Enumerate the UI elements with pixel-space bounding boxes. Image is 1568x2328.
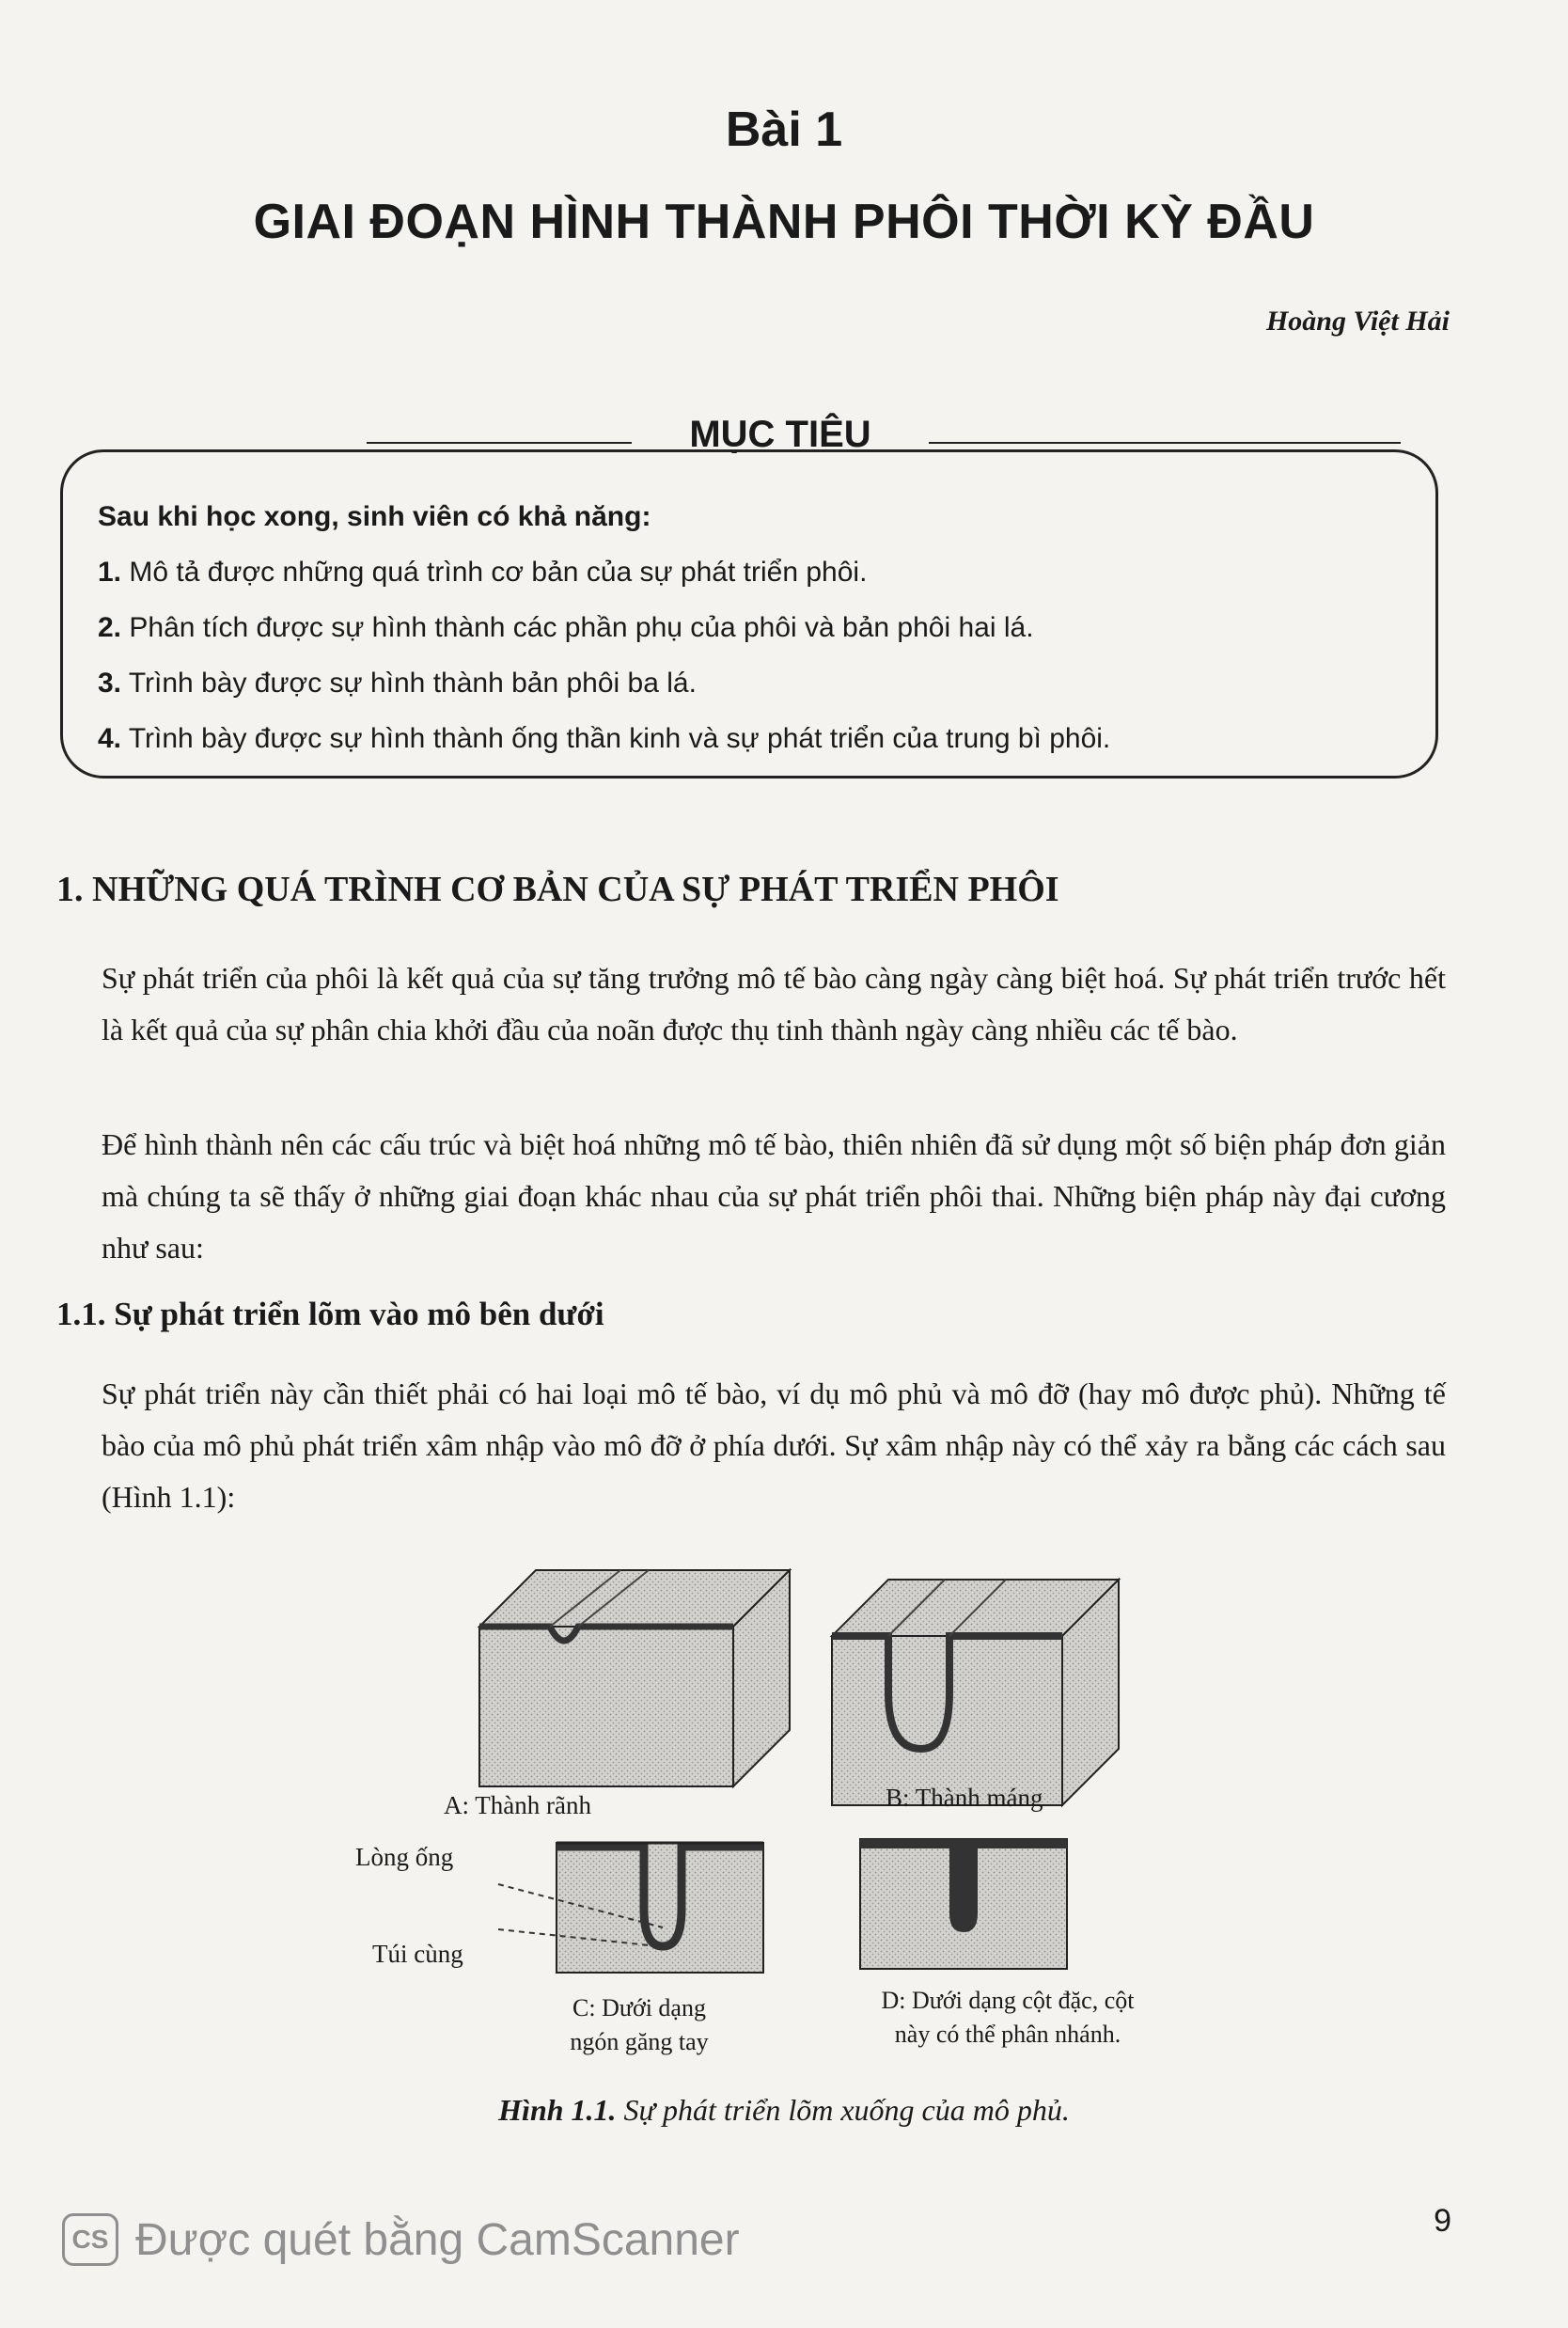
figure-caption-text: Sự phát triển lõm xuống của mô phủ. — [616, 2093, 1070, 2127]
page-number: 9 — [1434, 2203, 1451, 2239]
figure-label-c-line: C: Dưới dạng — [572, 1994, 706, 2021]
objective-item — [98, 668, 697, 700]
objective-text: Trình bày được sự hình thành bản phôi ba lá. — [128, 668, 697, 699]
watermark-text: Được quét bằng CamScanner — [135, 2214, 740, 2265]
block-a-groove — [479, 1570, 790, 1786]
objective-number: 2. — [98, 612, 122, 643]
block-d-solid-column — [860, 1839, 1067, 1969]
objective-text: Mô tả được những quá trình cơ bản của sự phát triển phôi. — [129, 557, 868, 588]
figure-label-lumen: Lòng ống — [355, 1843, 454, 1871]
objective-number: 4. — [98, 723, 122, 754]
figure-label-d — [829, 1984, 1186, 2052]
figure-label-blind-pouch: Túi cùng — [372, 1940, 463, 1968]
objective-text: Trình bày được sự hình thành ống thần kinh và sự phát triển của trung bì phôi. — [128, 723, 1111, 754]
figure-label-c-line: ngón găng tay — [570, 2028, 709, 2055]
lesson-number: Bài 1 — [725, 102, 843, 157]
objective-number: 3. — [98, 668, 122, 699]
objective-item — [98, 557, 867, 589]
objective-text: Phân tích được sự hình thành các phần phụ của phôi và bản phôi hai lá. — [129, 612, 1034, 643]
objective-item — [98, 723, 1110, 755]
figure-label-b: B: Thành máng — [886, 1784, 1043, 1812]
objectives-lead: Sau khi học xong, sinh viên có khả năng: — [98, 501, 651, 532]
figure-label-a: A: Thành rãnh — [444, 1791, 591, 1819]
objective-item — [98, 612, 1034, 644]
camscanner-logo-icon: CS — [62, 2213, 118, 2266]
objectives-heading: MỤC TIÊU — [689, 414, 871, 455]
subsection-heading: 1.1. Sự phát triển lõm vào mô bên dưới — [56, 1296, 604, 1332]
figure-caption-number: Hình 1.1. — [498, 2093, 617, 2127]
objectives-rule-right — [929, 442, 1401, 444]
figure-label-d-line: D: Dưới dạng cột đặc, cột — [881, 1987, 1135, 2014]
lesson-title: GIAI ĐOẠN HÌNH THÀNH PHÔI THỜI KỲ ĐẦU — [253, 195, 1315, 249]
author: Hoàng Việt Hải — [1265, 306, 1450, 337]
figure-label-c — [526, 1991, 752, 2059]
objective-number: 1. — [98, 557, 122, 588]
paragraph: Sự phát triển này cần thiết phải có hai loại mô tế bào, ví dụ mô phủ và mô đỡ (hay mô được phủ). Những tế bào của mô phủ phát triển xâm nhập vào mô đỡ ở phía dưới. Sự xâm nhập này có thể xảy ra bằng các cách sau (Hình 1.1): — [102, 1376, 1446, 1514]
paragraph: Để hình thành nên các cấu trúc và biệt hoá những mô tế bào, thiên nhiên đã sử dụng một số biện pháp đơn giản mà chúng ta sẽ thấy ở những giai đoạn khác nhau của sự phát triển phôi thai. Những biện pháp này đại cương như sau: — [102, 1127, 1446, 1265]
camscanner-watermark — [62, 2211, 740, 2268]
figure-label-d-line: này có thể phân nhánh. — [894, 2021, 1121, 2048]
block-c-glove-finger — [557, 1843, 763, 1973]
figure-illustration — [338, 1533, 1184, 1984]
section-heading: 1. NHỮNG QUÁ TRÌNH CƠ BẢN CỦA SỰ PHÁT TRIỂN PHÔI — [56, 870, 1059, 909]
block-b-trough — [832, 1580, 1119, 1805]
figure-caption — [0, 2093, 1568, 2128]
paragraph: Sự phát triển của phôi là kết quả của sự tăng trưởng mô tế bào càng ngày càng biệt hoá. Sự phát triển trước hết là kết quả của sự phân chia khởi đầu của noãn được thụ tinh thành ngày càng nhiều các tế bào. — [102, 961, 1446, 1046]
objectives-rule-left — [367, 442, 632, 444]
